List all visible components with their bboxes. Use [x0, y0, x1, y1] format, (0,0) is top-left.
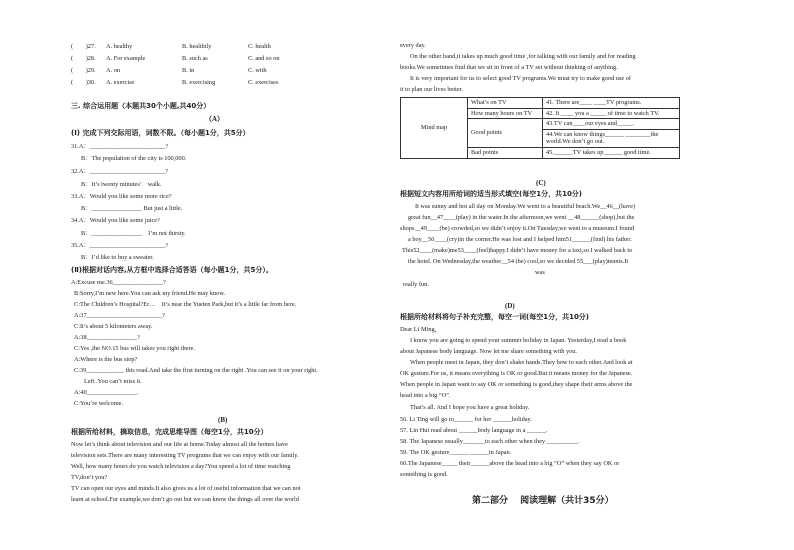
- mind-map-label: Mind map: [401, 98, 468, 159]
- q35-b: B：I’d like to buy a sweater.: [81, 254, 154, 261]
- q34-a: 34.A：Would you like some juice?: [71, 217, 160, 224]
- mind-map-row-text: 45.______TV takes up______ good time.: [543, 147, 680, 158]
- dialog-line: C:The Children’s Hospital?Er… It’s near the Yueten Park,but it’s a little far from here.: [74, 301, 297, 308]
- option-num-28: ( )28.: [71, 55, 96, 62]
- q32-b: B：It’s twenty minutes’ walk.: [81, 181, 162, 188]
- dialog-line: C:39____________ this road.And take the first turning on the right .You can see it on your right.: [74, 367, 318, 374]
- mind-map-table: [400, 97, 680, 159]
- option-num-29: ( )29.: [71, 67, 96, 74]
- passage-c-line: shops__49____(be) crowded,so we didn’t enjoy it.On Tuesday,we went to a museum.I found: [400, 225, 635, 232]
- part-2-heading: 第二部分 阅读理解（共计35分）: [472, 496, 614, 506]
- dialog-line: A:Excuse me.36________________?: [71, 279, 166, 286]
- option-27-c: C. health: [248, 43, 271, 50]
- option-29-c: C. with: [248, 67, 267, 74]
- part-a-label: （A）: [205, 115, 225, 123]
- part-1-title: (Ⅰ) 完成下列交际用语，词数不限。（每小题1分，共5分）: [71, 129, 250, 137]
- option-28-c: C. and so on: [248, 55, 280, 62]
- option-27-a: A. healthy: [106, 43, 133, 50]
- mind-map-row-label: What’s on TV: [468, 98, 543, 109]
- mind-map-row-text: 42. It ____ you a _____ of time to watch TV.: [543, 108, 680, 119]
- q33-a: 33.A：Would you like some more rice?: [71, 193, 172, 200]
- dialog-line: C:It’s about 5 kilometers away.: [74, 323, 153, 330]
- q31-a: 31.A：________________________?: [71, 143, 169, 150]
- option-30-b: B. exercising: [182, 79, 216, 86]
- passage-b-cont: it to plan our lives better.: [400, 86, 463, 93]
- option-27-b: B. healthily: [182, 43, 212, 50]
- q31-b: B：The population of the city is 100,000.: [81, 155, 187, 162]
- part-2-title: (Ⅱ)根据对话内容,从方框中选择合适答语（每小题1分，共5分）。: [71, 266, 273, 274]
- option-num-27: ( )27.: [71, 43, 96, 50]
- part-b-title: 根据所给材料，摘取信息，完成思维导图（每空1分，共10分）: [71, 428, 268, 436]
- passage-c-line: was: [535, 269, 545, 276]
- passage-b-line: television sets.There are many interesting TV programs that we can enjoy with our family.: [71, 452, 299, 459]
- q33-b: B：________________ But just a little.: [81, 205, 183, 212]
- mind-map-row-text: 41. There are____ ____TV programs.: [543, 98, 680, 109]
- question-60: 60.The Japanese_____ their______above the head into a big “O” when they say OK or: [400, 460, 620, 467]
- option-28-a: A. For example: [106, 55, 146, 62]
- option-30-a: A. exercise: [106, 79, 135, 86]
- passage-d-line: When people meet in Japan, they don’t shake hands.They bow to each other.And look at: [410, 359, 633, 366]
- passage-c-line: It was sunny and hot all day on Monday.We went to a beautiful beach.We__46__(have): [415, 203, 636, 210]
- option-29-a: A. on: [106, 67, 120, 74]
- passage-d-line: When people in Japan want to say OK or something is good,they shape their arms above the: [400, 381, 633, 388]
- q32-a: 32.A：________________________?: [71, 168, 169, 175]
- question-57: 57. Lin Hui read about ______body language in a ______.: [400, 427, 548, 434]
- dialog-line: A:40________________.: [74, 389, 139, 396]
- mind-map-row-text: 44.We can know things______ ________the world.We don’t go out.: [543, 129, 680, 147]
- dialog-line: Left .You can’t miss it.: [84, 378, 142, 385]
- dialog-line: A:Where is the bus stop?: [74, 356, 138, 363]
- question-56: 56. Li Ting will go to______ for her ______holiday.: [400, 416, 532, 423]
- option-num-30: ( )30.: [71, 79, 96, 86]
- part-d-title: 根据所给材料将句子补充完整，每空一词(每空1分，共10分): [400, 313, 590, 321]
- passage-b-line: TV can open our eyes and minds.It also gives us a lot of useful information that we can not: [71, 485, 301, 492]
- dialog-line: A:37________________________?: [74, 312, 165, 319]
- q34-b: B：________________ I’m not thirsty.: [81, 230, 186, 237]
- mind-map-row-text: 43.TV can____our eyes and_____.: [543, 119, 680, 130]
- passage-b-cont: every day.: [400, 42, 426, 49]
- passage-d-line: OK gesture.For us, it means everything is OK or good.But it means money for the Japanese.: [400, 370, 633, 377]
- passage-d-line: I know you are going to spend your summer holiday in Japan. Yesterday,I read a book: [410, 337, 627, 344]
- passage-d-line: about Japanese body language. Now let me share something with you.: [400, 348, 577, 355]
- passage-b-line: Now let’s think about television and our life at home.Today almost all the homes have: [71, 441, 288, 448]
- passage-c-line: really fun.: [403, 281, 429, 288]
- part-b-label: (B): [218, 416, 228, 424]
- passage-b-cont: On the other hand,it takes up much good time ,for talking with our family and for reading: [410, 53, 636, 60]
- passage-b-line: Well, how many hours do you watch television a day?You spend a lot of time watching: [71, 463, 291, 470]
- passage-b-cont: It is very important for us to select good TV programs.We must try to make good use of: [410, 75, 632, 82]
- option-30-c: C. exercises: [248, 79, 279, 86]
- passage-c-line: This52____(make)me53____(feel)happy.I didn’t have money for a taxi,so I walked back to: [402, 247, 633, 254]
- passage-c-line: a boy__50____(cry)in the corner.He was lost and I helped him51______(find) his father.: [408, 236, 632, 243]
- passage-d-line: head into a big “O”.: [400, 392, 451, 399]
- question-60-cont: something is good.: [400, 471, 448, 478]
- option-29-b: B. in: [182, 67, 195, 74]
- option-28-b: B. such as: [182, 55, 208, 62]
- part-c-title: 根据短文内容用所给词的适当形式填空(每空1分，共10分): [400, 190, 583, 198]
- question-59: 59. The OK gesture______ ______in Japan.: [400, 449, 512, 456]
- passage-d-line: Dear Li Ming,: [400, 326, 437, 333]
- question-58: 58. The Japanese usually_______to each other when they __________.: [400, 438, 580, 445]
- dialog-line: B:Sorry,I’m new here.You can ask my friend.He may know.: [74, 290, 226, 297]
- mind-map-row-label: Good points: [468, 119, 543, 148]
- passage-b-cont: books.We sometimes find that we sit in front of a TV set without thinking of anything.: [400, 64, 618, 71]
- passage-d-line: That’s all. And I hope you have a great holiday.: [410, 404, 530, 411]
- passage-b-line: TV,don’t you?: [71, 474, 108, 481]
- part-c-label: (C): [536, 179, 546, 187]
- dialog-line: A:38________________?: [74, 334, 140, 341]
- passage-c-line: the hotel. On Wednesday,the weather__54 (be) cool,so we decided 55___(play)tennis.It: [408, 258, 629, 265]
- passage-c-line: great fun__47____(play) in the water.In the afternoon,we went __48______(shop),but the: [408, 214, 635, 221]
- section-3-title: 三. 综合运用题（本题共30个小题,共40分）: [71, 102, 211, 110]
- dialog-line: C:Yes ,the NO.15 bus will takes you right there.: [74, 345, 195, 352]
- q35-a: 35.A：________________________?: [71, 242, 169, 249]
- mind-map-row-label: How many hours on TV: [468, 108, 543, 119]
- part-d-label: (D): [505, 302, 515, 310]
- dialog-line: C:You’re welcome.: [74, 400, 124, 407]
- mind-map-row-label: Bad points: [468, 147, 543, 158]
- passage-b-line: learn at school.For example,we don’t go out but we can know the things all over the world: [71, 496, 299, 503]
